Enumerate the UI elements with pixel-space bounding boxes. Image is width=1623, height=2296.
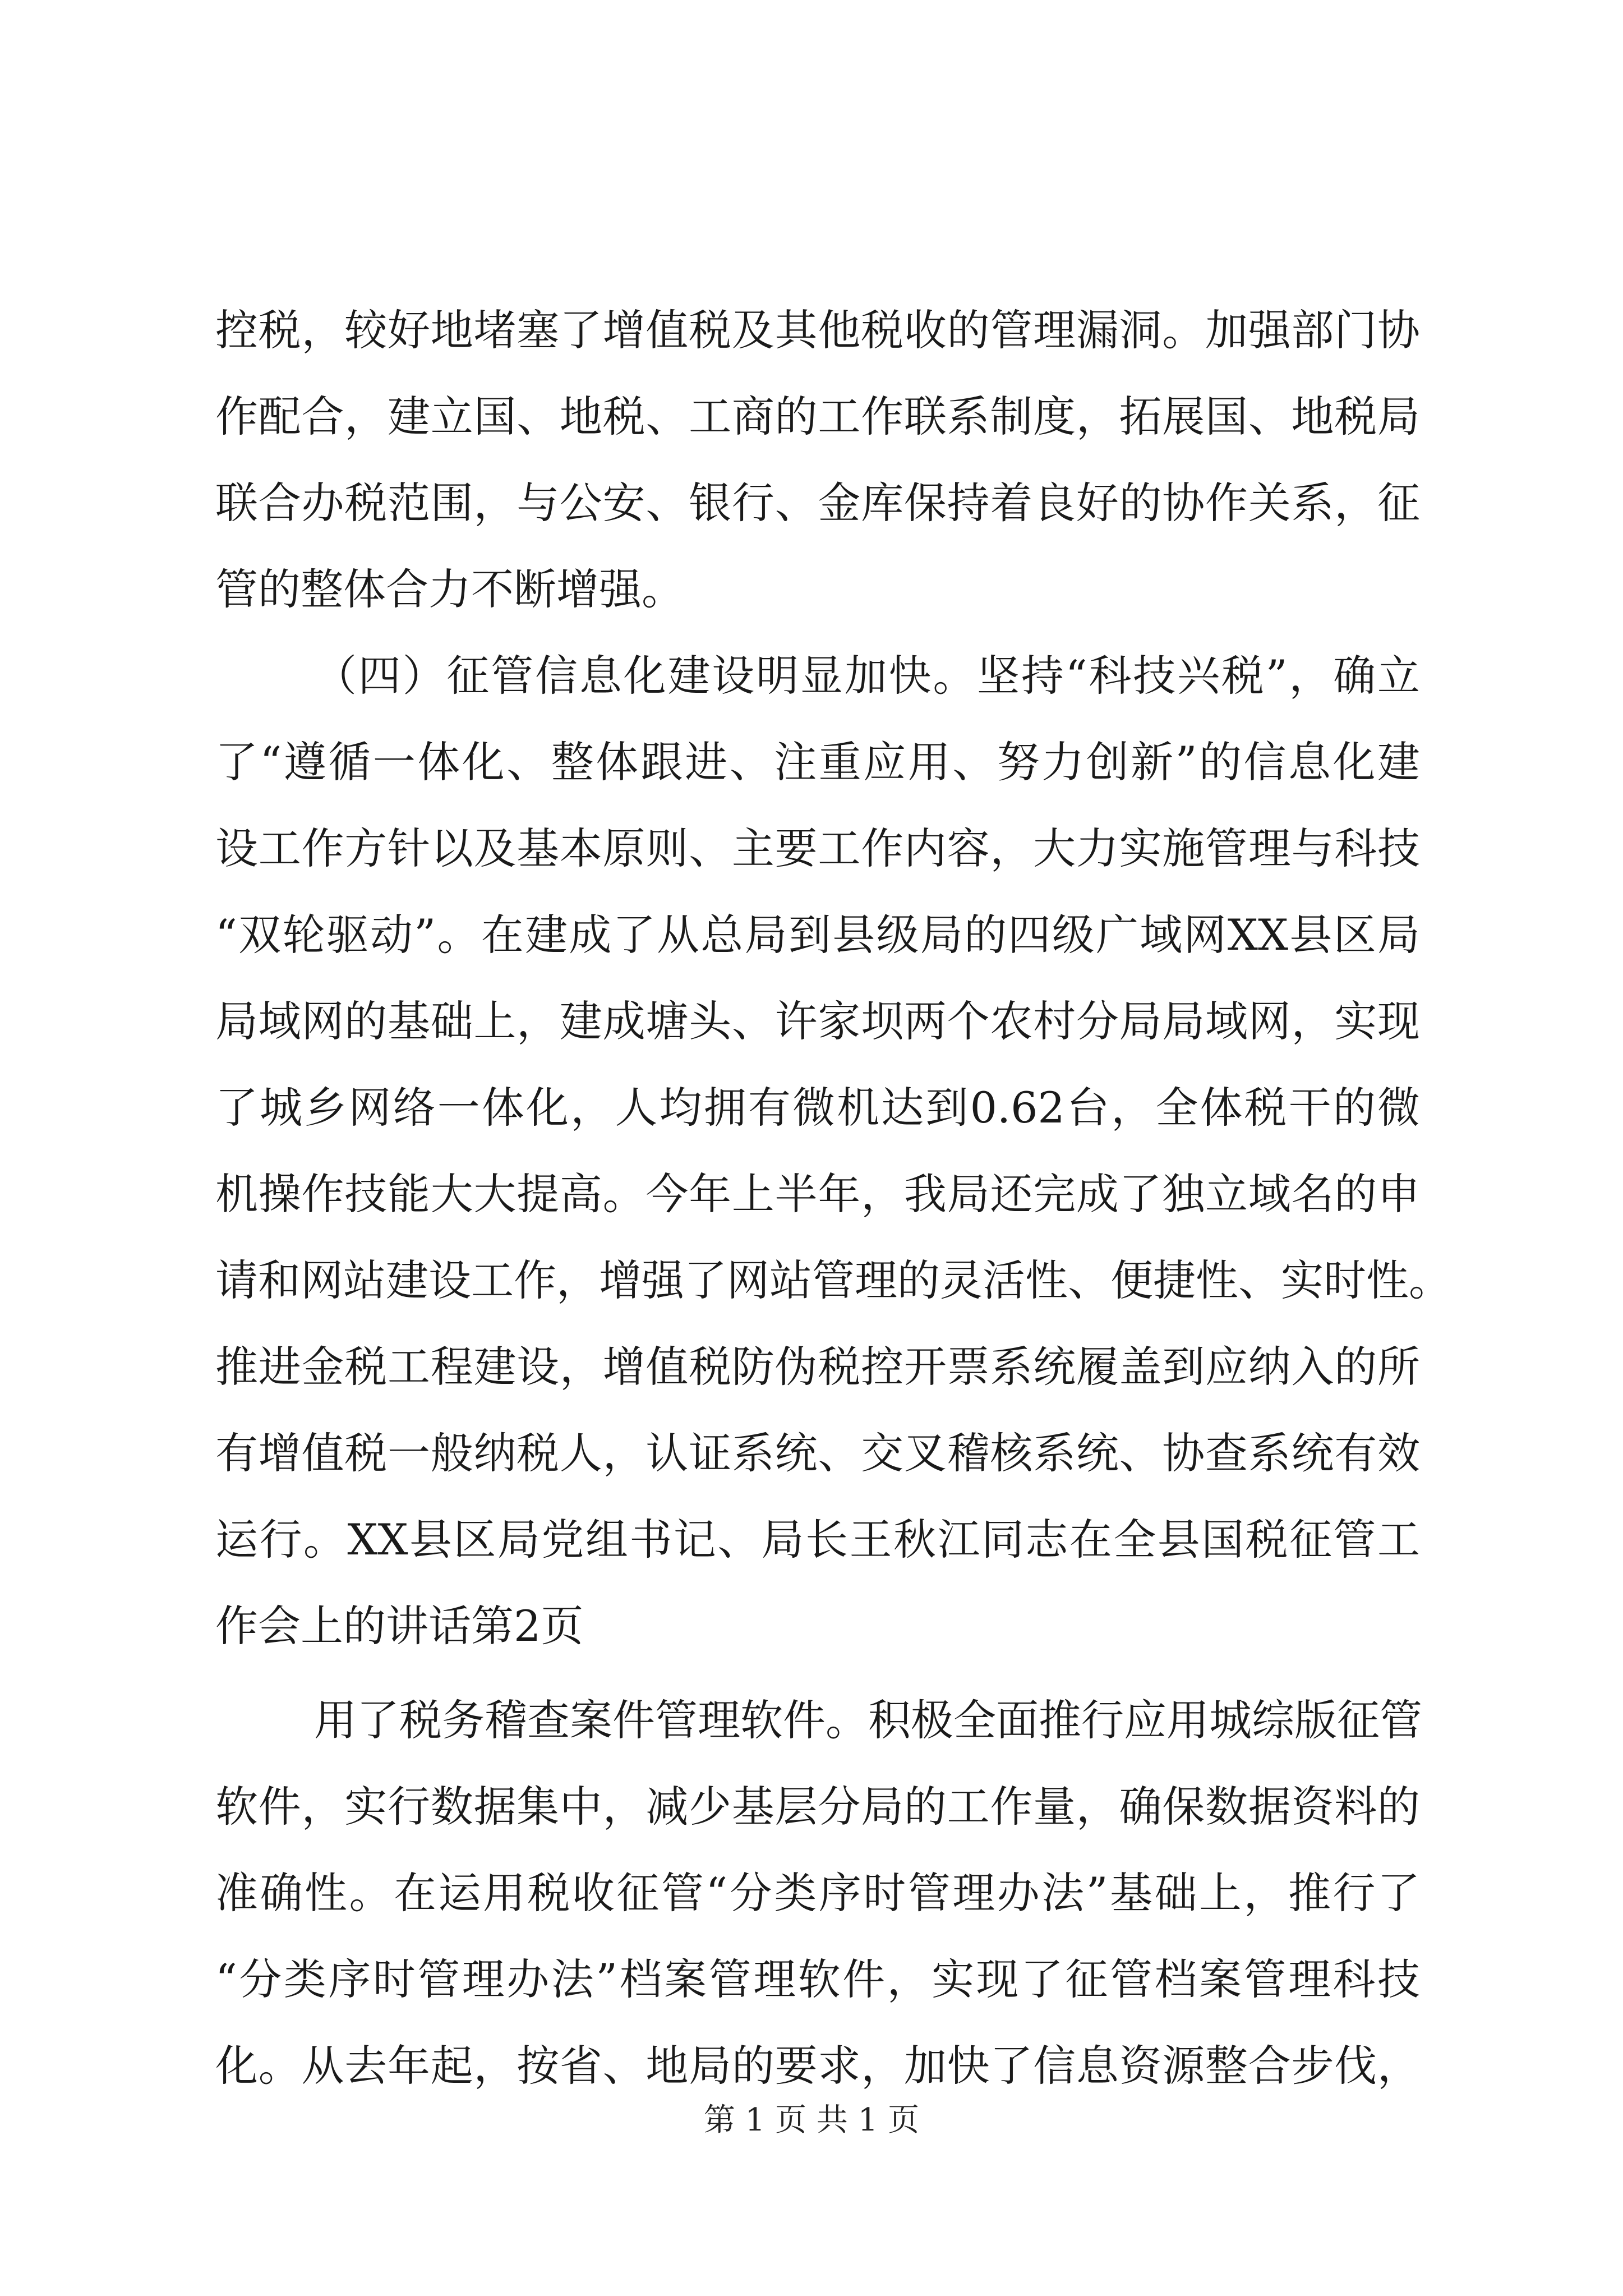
text-line: 作配合，建立国、地税、工商的工作联系制度，拓展国、地税局	[215, 392, 1420, 441]
text-line: 有增值税一般纳税人，认证系统、交叉稽核系统、协查系统有效	[215, 1428, 1420, 1478]
text-line: 作会上的讲话第2页	[215, 1601, 584, 1651]
text-line: “分类序时管理办法”档案管理软件，实现了征管档案管理科技	[215, 1954, 1420, 2004]
text-line: 了城乡网络一体化，人均拥有微机达到0.62台，全体税干的微	[215, 1083, 1420, 1133]
page-number-label: 第 1 页 共 1 页	[703, 2102, 920, 2138]
text-line: 了“遵循一体化、整体跟进、注重应用、努力创新”的信息化建	[215, 737, 1420, 787]
text-line: 推进金税工程建设，增值税防伪税控开票系统履盖到应纳入的所	[215, 1342, 1420, 1392]
text-line: 控税，较好地堵塞了增值税及其他税收的管理漏洞。加强部门协	[215, 305, 1420, 355]
text-line: 机操作技能大大提高。今年上半年，我局还完成了独立域名的申	[215, 1169, 1420, 1219]
text-line: 请和网站建设工作，增强了网站管理的灵活性、便捷性、实时性。	[215, 1255, 1451, 1305]
text-line: 用了税务稽查案件管理软件。积极全面推行应用城综版征管	[314, 1695, 1422, 1745]
text-line: 管的整体合力不断增强。	[215, 564, 684, 614]
text-line: 联合办税范围，与公安、银行、金库保持着良好的协作关系，征	[215, 478, 1420, 528]
text-line: （四）征管信息化建设明显加快。坚持“科技兴税”，确立	[314, 651, 1420, 701]
text-line: 软件，实行数据集中，减少基层分局的工作量，确保数据资料的	[215, 1782, 1420, 1832]
text-line: 准确性。在运用税收征管“分类序时管理办法”基础上，推行了	[215, 1868, 1420, 1918]
text-line: 化。从去年起，按省、地局的要求，加快了信息资源整合步伐，	[215, 2041, 1420, 2091]
text-line: 运行。XX县区局党组书记、局长王秋江同志在全县国税征管工	[215, 1515, 1420, 1565]
page-footer	[0, 2101, 1623, 2140]
text-line: 局域网的基础上，建成塘头、许家坝两个农村分局局域网，实现	[215, 996, 1420, 1046]
document-body	[215, 287, 1451, 2109]
text-line: “双轮驱动”。在建成了从总局到县级局的四级广域网XX县区局	[215, 910, 1420, 960]
text-line: 设工作方针以及基本原则、主要工作内容，大力实施管理与科技	[215, 823, 1420, 873]
